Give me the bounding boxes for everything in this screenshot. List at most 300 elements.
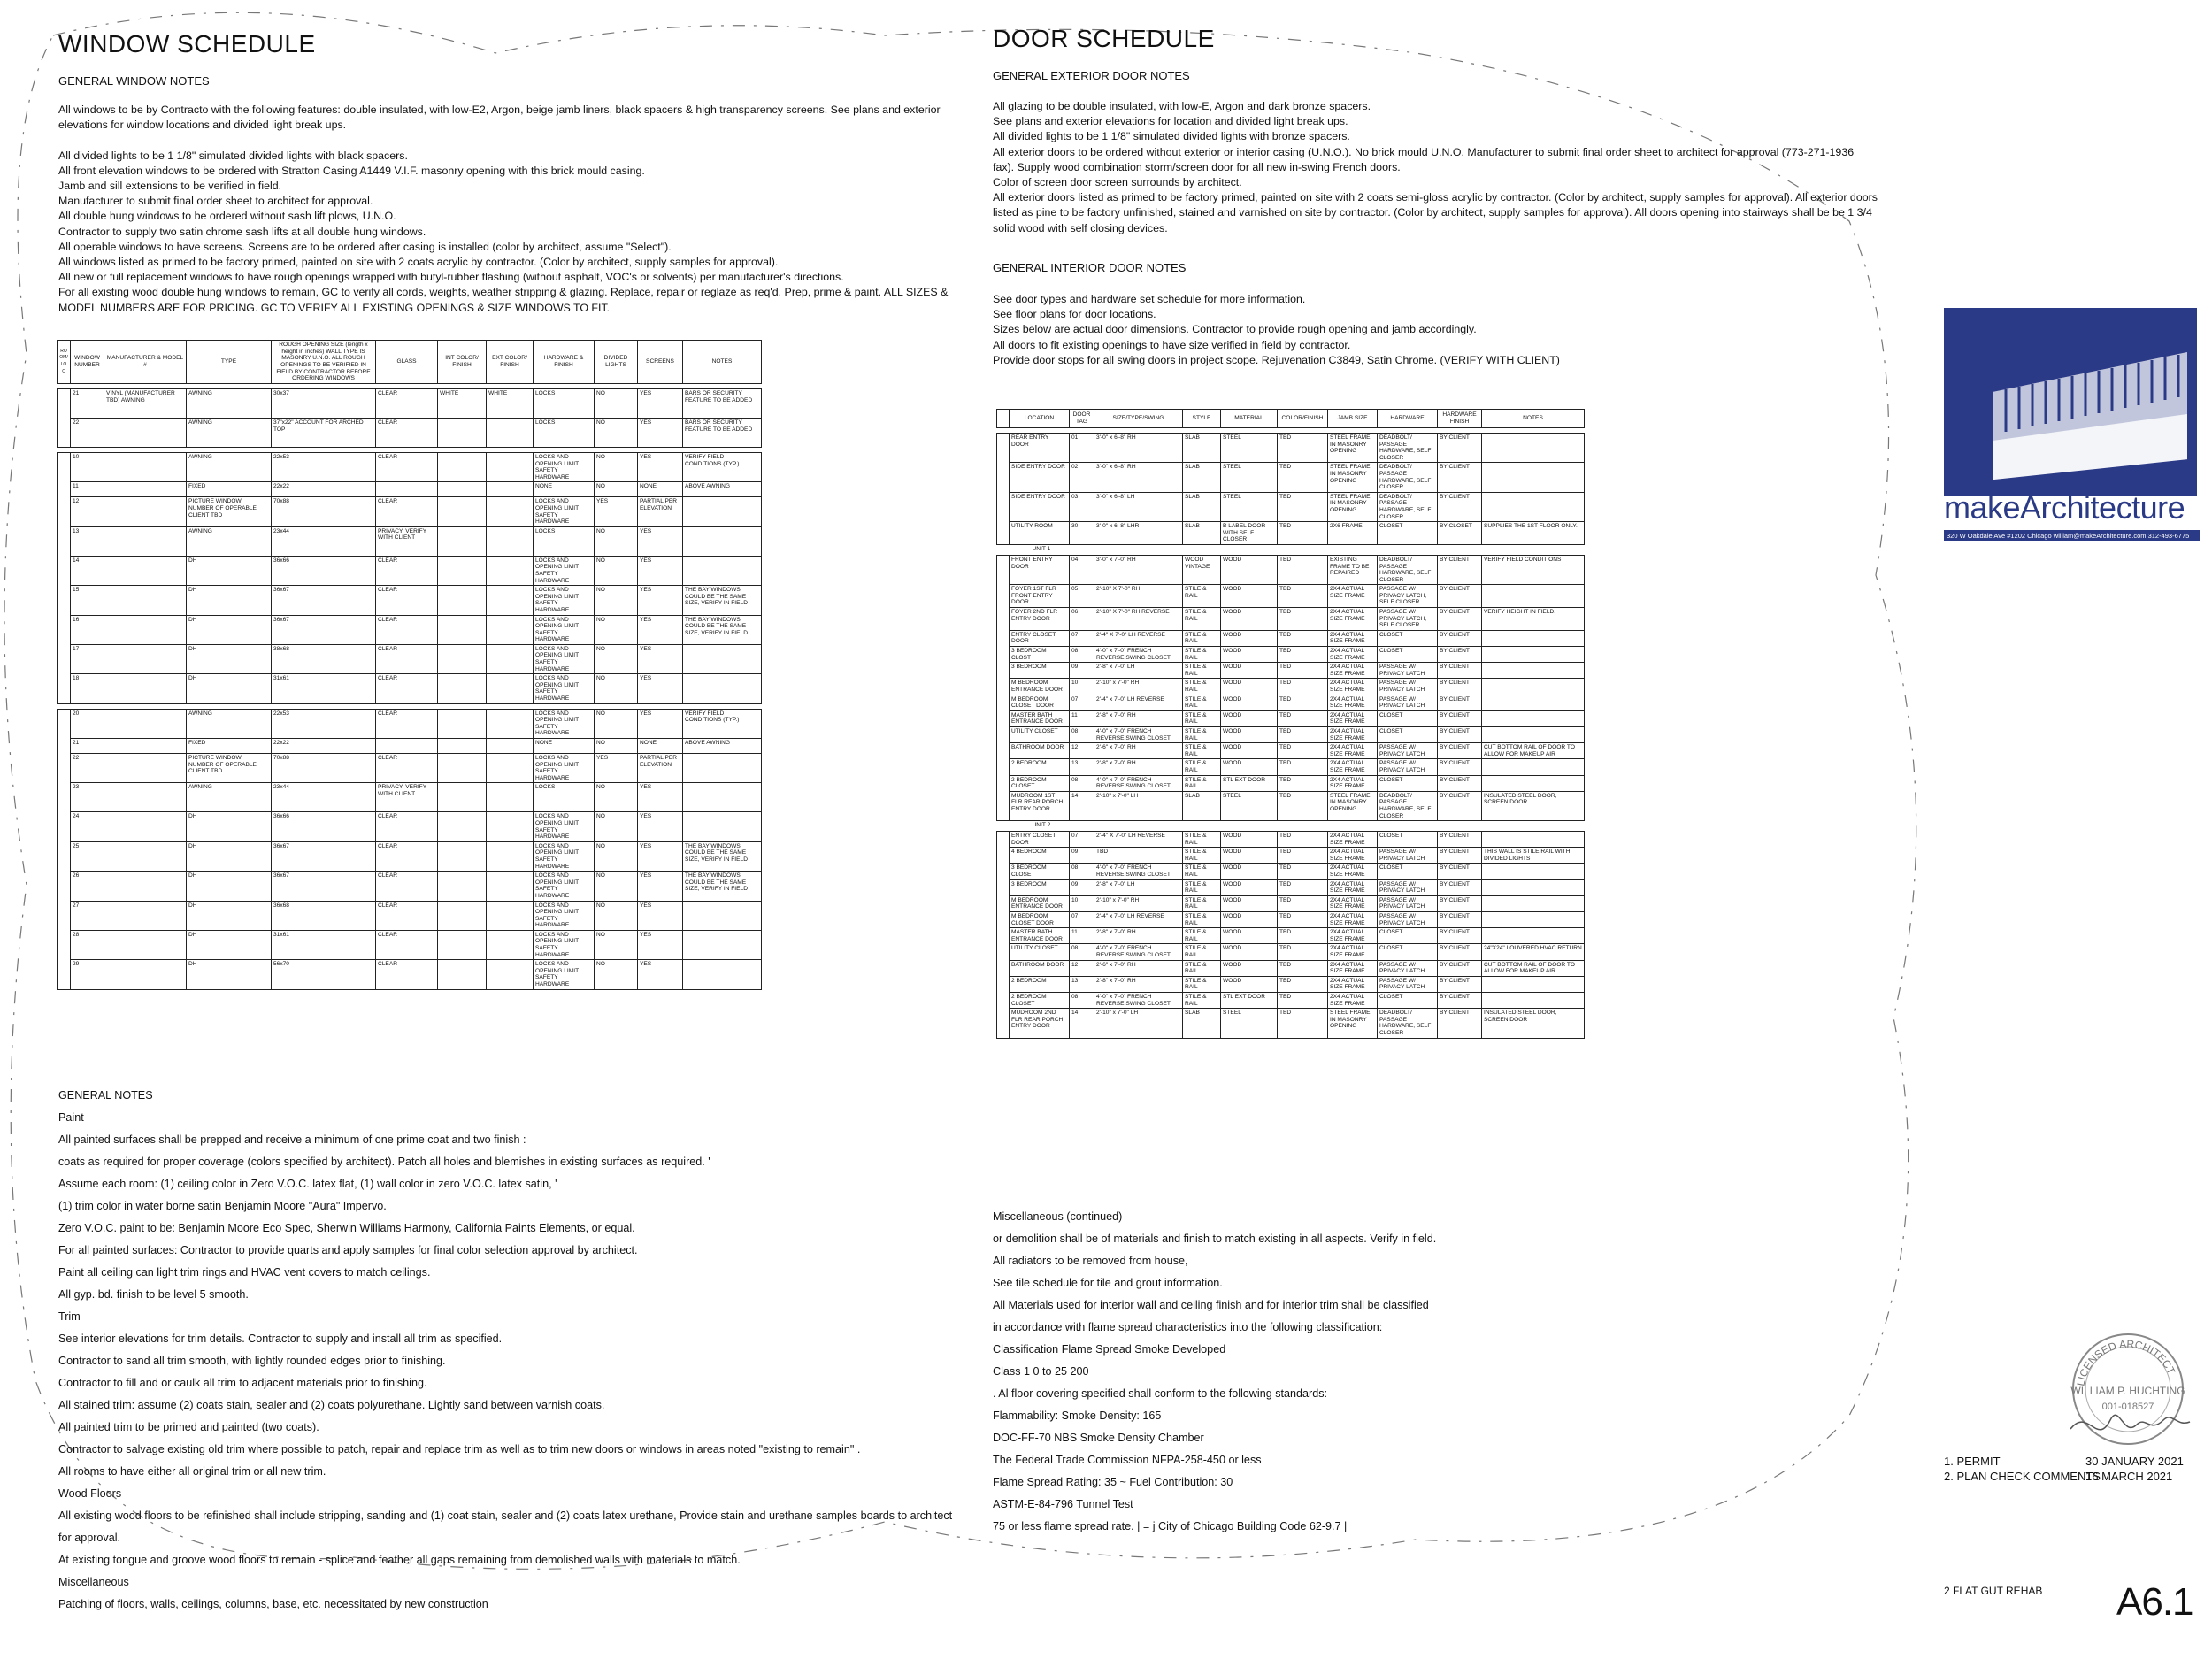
table-row <box>997 555 1585 584</box>
table-cell <box>1482 710 1585 726</box>
table-cell: 21 <box>71 739 104 754</box>
table-cell <box>104 783 187 812</box>
table-row <box>58 901 762 930</box>
table-cell: 22x22 <box>272 482 376 497</box>
table-cell: BY CLIENT <box>1438 928 1482 944</box>
general-note-line: All gyp. bd. finish to be level 5 smooth. <box>58 1288 249 1301</box>
table-cell: CLEAR <box>376 674 438 703</box>
window-header-cell: HARDWARE & FINISH <box>534 341 595 384</box>
table-cell: 22x53 <box>272 453 376 482</box>
general-note-line: Contractor to salvage existing old trim where possible to patch, repair and replace trim as well as to trim new doors or windows in areas noted "existing to remain" . <box>58 1443 861 1455</box>
window-note-line: Manufacturer to submit final order sheet to architect for approval. <box>58 195 373 208</box>
table-cell: 14 <box>71 556 104 585</box>
table-row <box>997 832 1585 848</box>
table-row <box>58 674 762 703</box>
table-cell: TBD <box>1278 463 1328 492</box>
table-cell <box>487 872 534 901</box>
table-row <box>58 930 762 959</box>
misc-note-line: Miscellaneous (continued) <box>993 1210 1123 1223</box>
door-ext-note-line: listed as pine to be factory unfinished, stained and varnished on site by contractor. (Color by architect, supply samples for approval). All doors opening into stairways shall be be 1 3/4 <box>993 206 1872 219</box>
door-header-row <box>997 410 1585 428</box>
table-row <box>997 663 1585 679</box>
table-cell: DEADBOLT/ PASSAGE HARDWARE, SELF CLOSER <box>1378 463 1438 492</box>
table-cell: BY CLIENT <box>1438 992 1482 1008</box>
table-row <box>997 1009 1585 1038</box>
table-cell <box>438 526 487 556</box>
misc-note-line: DOC-FF-70 NBS Smoke Density Chamber <box>993 1432 1204 1444</box>
table-cell: STILE & RAIL <box>1183 976 1221 992</box>
door-ext-note-line: All exterior doors to be ordered without exterior or interior casing (U.N.O.). No brick mould U.N.O. Manufacturer to submit final order sheet to architect for approval (773-271-1936 <box>993 145 1855 158</box>
table-cell: 3'-0" x 6'-8" RH <box>1094 434 1183 463</box>
table-cell: PICTURE WINDOW. NUMBER OF OPERABLE CLIENT TBD <box>187 754 272 783</box>
table-cell: 24 <box>71 812 104 841</box>
table-cell: 29 <box>71 960 104 989</box>
table-cell: EXISTING FRAME TO BE REPAIRED <box>1328 555 1378 584</box>
table-cell: 2X4 ACTUAL SIZE FRAME <box>1328 710 1378 726</box>
seal-name: WILLIAM P. HUCHTING <box>2070 1385 2185 1397</box>
table-cell: PASSAGE W/ PRIVACY LATCH <box>1378 895 1438 911</box>
table-row <box>997 848 1585 864</box>
general-note-line: Wood Floors <box>58 1487 122 1500</box>
table-cell <box>487 644 534 673</box>
window-header-cell: MANUFACTURER & MODEL # <box>104 341 187 384</box>
table-row <box>58 783 762 812</box>
table-cell: DH <box>187 586 272 615</box>
window-note-line: All front elevation windows to be ordered with Stratton Casing A1449 V.I.F. masonry opening with this brick mould casing. <box>58 164 645 177</box>
door-header-cell: HARDWARE FINISH <box>1438 410 1482 428</box>
section-label <box>997 555 1010 820</box>
table-cell: LOCKS AND OPENING LIMIT SAFETY HARDWARE <box>534 497 595 526</box>
window-header-cell: ROOM/LOC <box>58 341 71 384</box>
architect-seal <box>2062 1323 2194 1455</box>
table-cell: WOOD <box>1221 895 1278 911</box>
table-row <box>58 453 762 482</box>
table-cell: LOCKS AND OPENING LIMIT SAFETY HARDWARE <box>534 644 595 673</box>
table-cell: YES <box>638 930 683 959</box>
table-cell: TBD <box>1278 791 1328 820</box>
table-cell: YES <box>638 709 683 738</box>
table-cell: 2X4 ACTUAL SIZE FRAME <box>1328 912 1378 928</box>
table-cell <box>438 644 487 673</box>
window-header-cell: SCREENS <box>638 341 683 384</box>
table-cell: 03 <box>1070 492 1094 521</box>
table-cell: VERIFY FIELD CONDITIONS (TYP.) <box>683 709 762 738</box>
table-cell: BY CLIENT <box>1438 912 1482 928</box>
table-cell: NO <box>595 901 638 930</box>
table-cell <box>104 841 187 871</box>
table-cell: 3 BEDROOM CLOSET <box>1010 864 1070 879</box>
table-row <box>58 754 762 783</box>
table-cell: DH <box>187 960 272 989</box>
table-cell: 10 <box>1070 895 1094 911</box>
table-cell: 22 <box>71 419 104 448</box>
table-cell: 10 <box>1070 679 1094 695</box>
table-cell: 2 BEDROOM <box>1010 976 1070 992</box>
table-cell: WOOD <box>1221 663 1278 679</box>
table-row <box>58 960 762 989</box>
table-cell <box>487 453 534 482</box>
table-cell: TBD <box>1278 492 1328 521</box>
table-row <box>58 419 762 448</box>
table-row <box>58 644 762 673</box>
table-cell: 22 <box>71 754 104 783</box>
table-cell: 4'-0" x 7'-0" FRENCH REVERSE SWING CLOSET <box>1094 944 1183 960</box>
table-cell: VERIFY FIELD CONDITIONS <box>1482 555 1585 584</box>
table-cell: STEEL FRAME IN MASONRY OPENING <box>1328 1009 1378 1038</box>
table-cell: BY CLIENT <box>1438 791 1482 820</box>
table-cell: 2'-4" x 7'-0" LH REVERSE <box>1094 695 1183 710</box>
table-cell: YES <box>595 754 638 783</box>
table-cell: STILE & RAIL <box>1183 912 1221 928</box>
table-cell <box>683 960 762 989</box>
table-cell: 07 <box>1070 630 1094 646</box>
general-note-line: Assume each room: (1) ceiling color in Zero V.O.C. latex flat, (1) wall color in zero V.O.C. latex satin, ' <box>58 1178 557 1190</box>
table-row <box>997 759 1585 775</box>
table-cell: STILE & RAIL <box>1183 775 1221 791</box>
table-cell: WHITE <box>438 389 487 419</box>
table-cell: NO <box>595 453 638 482</box>
table-cell: TBD <box>1278 710 1328 726</box>
table-cell: NO <box>595 841 638 871</box>
table-cell: 07 <box>1070 695 1094 710</box>
table-row <box>997 928 1585 944</box>
table-cell: NONE <box>534 739 595 754</box>
table-cell: 36x67 <box>272 841 376 871</box>
section-gap <box>997 544 1585 555</box>
table-cell <box>487 841 534 871</box>
table-cell <box>1482 976 1585 992</box>
general-note-line: for approval. <box>58 1532 121 1544</box>
table-cell: 36x67 <box>272 615 376 644</box>
table-cell: INSULATED STEEL DOOR, SCREEN DOOR <box>1482 1009 1585 1038</box>
table-cell: 2'-10" x 7'-0" LH <box>1094 791 1183 820</box>
table-cell: 12 <box>1070 743 1094 759</box>
table-cell: 3'-0" x 7'-0" RH <box>1094 555 1183 584</box>
table-cell <box>104 812 187 841</box>
door-header-cell: LOCATION <box>1010 410 1070 428</box>
table-cell: BY CLIENT <box>1438 555 1482 584</box>
table-cell: CLOSET <box>1378 647 1438 663</box>
table-cell <box>1482 492 1585 521</box>
misc-note-line: or demolition shall be of materials and finish to match existing in all aspects. Verify in field. <box>993 1233 1437 1245</box>
table-cell: 2'-4" X 7'-0" LH REVERSE <box>1094 832 1183 848</box>
table-cell: 2X6 FRAME <box>1328 522 1378 545</box>
table-cell <box>104 526 187 556</box>
table-cell: NO <box>595 960 638 989</box>
table-cell: 07 <box>1070 832 1094 848</box>
table-cell: MUDROOM 2ND FLR REAR PORCH ENTRY DOOR <box>1010 1009 1070 1038</box>
table-cell: 2X4 ACTUAL SIZE FRAME <box>1328 608 1378 631</box>
table-cell: BY CLIENT <box>1438 608 1482 631</box>
table-cell: 3 BEDROOM CLOST <box>1010 647 1070 663</box>
door-ext-note-line: See plans and exterior elevations for location and divided light break ups. <box>993 115 1348 128</box>
table-cell: 2'-4" x 7'-0" LH REVERSE <box>1094 912 1183 928</box>
window-note-line: All double hung windows to be ordered without sash lift plows, U.N.O. <box>58 210 396 223</box>
table-cell <box>487 497 534 526</box>
table-cell: NO <box>595 872 638 901</box>
table-cell <box>438 872 487 901</box>
table-row <box>58 556 762 585</box>
table-cell <box>104 674 187 703</box>
unit-label: UNIT 1 <box>997 544 1585 555</box>
table-cell: STEEL FRAME IN MASONRY OPENING <box>1328 463 1378 492</box>
table-cell: 2X4 ACTUAL SIZE FRAME <box>1328 759 1378 775</box>
table-cell <box>683 754 762 783</box>
table-cell <box>104 930 187 959</box>
door-header-cell: JAMB SIZE <box>1328 410 1378 428</box>
table-cell: STILE & RAIL <box>1183 944 1221 960</box>
general-note-line: (1) trim color in water borne satin Benjamin Moore "Aura" Impervo. <box>58 1200 387 1212</box>
table-cell: BY CLIENT <box>1438 663 1482 679</box>
table-cell: 2 BEDROOM CLOSET <box>1010 775 1070 791</box>
table-cell <box>1482 726 1585 742</box>
table-cell: 2X4 ACTUAL SIZE FRAME <box>1328 585 1378 608</box>
misc-note-line: . Al floor covering specified shall conform to the following standards: <box>993 1387 1328 1400</box>
table-cell: SIDE ENTRY DOOR <box>1010 492 1070 521</box>
brand-address: 320 W Oakdale Ave #1202 Chicago william@makeArchitecture.com 312-493-6775 <box>1944 530 2200 541</box>
table-cell: 11 <box>71 482 104 497</box>
table-cell: 36x67 <box>272 872 376 901</box>
table-cell: MUDROOM 1ST FLR REAR PORCH ENTRY DOOR <box>1010 791 1070 820</box>
window-header-cell: INT COLOR/ FINISH <box>438 341 487 384</box>
table-cell: 12 <box>71 497 104 526</box>
table-cell <box>438 754 487 783</box>
general-note-line: GENERAL NOTES <box>58 1089 153 1102</box>
table-cell <box>438 930 487 959</box>
door-header-cell: DOOR TAG <box>1070 410 1094 428</box>
table-cell: SLAB <box>1183 1009 1221 1038</box>
table-cell: 2X4 ACTUAL SIZE FRAME <box>1328 864 1378 879</box>
table-cell: 22x22 <box>272 739 376 754</box>
table-cell: AWNING <box>187 389 272 419</box>
table-cell: 06 <box>1070 608 1094 631</box>
table-cell <box>1482 992 1585 1008</box>
table-cell: TBD <box>1278 960 1328 976</box>
table-cell: 2 BEDROOM <box>1010 759 1070 775</box>
table-cell: BY CLIENT <box>1438 743 1482 759</box>
table-cell: WHITE <box>487 389 534 419</box>
window-header-cell: GLASS <box>376 341 438 384</box>
table-cell: STILE & RAIL <box>1183 679 1221 695</box>
table-row <box>58 739 762 754</box>
table-cell: PASSAGE W/ PRIVACY LATCH <box>1378 960 1438 976</box>
table-cell: TBD <box>1278 992 1328 1008</box>
table-cell <box>104 709 187 738</box>
table-cell: 05 <box>1070 585 1094 608</box>
table-cell: VERIFY HEIGHT IN FIELD. <box>1482 608 1585 631</box>
table-cell: LOCKS AND OPENING LIMIT SAFETY HARDWARE <box>534 709 595 738</box>
table-cell: CLEAR <box>376 872 438 901</box>
table-cell <box>683 556 762 585</box>
misc-note-line: All Materials used for interior wall and ceiling finish and for interior trim shall be classified <box>993 1299 1429 1311</box>
table-cell: BY CLIENT <box>1438 848 1482 864</box>
table-cell <box>438 901 487 930</box>
misc-note-line: All radiators to be removed from house, <box>993 1255 1188 1267</box>
table-cell: CLOSET <box>1378 630 1438 646</box>
table-cell <box>487 901 534 930</box>
table-cell: TBD <box>1278 832 1328 848</box>
table-row <box>58 812 762 841</box>
table-row <box>997 726 1585 742</box>
table-cell: AWNING <box>187 453 272 482</box>
table-cell: WOOD <box>1221 912 1278 928</box>
table-cell: BY CLIENT <box>1438 647 1482 663</box>
table-cell: DH <box>187 556 272 585</box>
table-cell: CLEAR <box>376 644 438 673</box>
table-cell: 2X4 ACTUAL SIZE FRAME <box>1328 663 1378 679</box>
table-cell <box>683 930 762 959</box>
window-note-line: All divided lights to be 1 1/8" simulated divided lights with black spacers. <box>58 149 408 162</box>
table-cell: 2'-8" x 7'-0" LH <box>1094 663 1183 679</box>
table-cell: FIXED <box>187 739 272 754</box>
table-cell: STILE & RAIL <box>1183 759 1221 775</box>
table-cell: VERIFY FIELD CONDITIONS (TYP.) <box>683 453 762 482</box>
table-cell <box>1482 434 1585 463</box>
table-cell: LOCKS AND OPENING LIMIT SAFETY HARDWARE <box>534 556 595 585</box>
table-cell <box>487 930 534 959</box>
table-cell: STILE & RAIL <box>1183 960 1221 976</box>
table-cell: WOOD <box>1221 759 1278 775</box>
table-cell: STILE & RAIL <box>1183 895 1221 911</box>
table-cell: 13 <box>1070 976 1094 992</box>
table-cell: TBD <box>1278 522 1328 545</box>
misc-notes <box>993 1206 1436 1538</box>
table-cell: DH <box>187 930 272 959</box>
general-note-line: Miscellaneous <box>58 1576 129 1588</box>
section-label <box>997 832 1010 1038</box>
table-cell: 37"x22" ACCOUNT FOR ARCHED TOP <box>272 419 376 448</box>
table-cell <box>1482 895 1585 911</box>
window-schedule-title: WINDOW SCHEDULE <box>58 30 316 58</box>
table-cell: TBD <box>1278 879 1328 895</box>
table-row <box>997 912 1585 928</box>
table-cell: TBD <box>1278 695 1328 710</box>
table-cell <box>1482 775 1585 791</box>
table-row <box>58 615 762 644</box>
table-cell: NONE <box>534 482 595 497</box>
table-cell: UTILITY ROOM <box>1010 522 1070 545</box>
table-cell: 17 <box>71 644 104 673</box>
revision-row: 1. PERMIT 30 JANUARY 2021 <box>1944 1455 2184 1468</box>
table-cell: 08 <box>1070 992 1094 1008</box>
table-cell <box>1482 647 1585 663</box>
table-cell <box>104 754 187 783</box>
door-ext-note-line: All divided lights to be 1 1/8" simulated divided lights with bronze spacers. <box>993 130 1350 143</box>
table-cell: 2'-10" X 7'-0" RH REVERSE <box>1094 608 1183 631</box>
table-cell: BY CLIENT <box>1438 710 1482 726</box>
table-cell: 2X4 ACTUAL SIZE FRAME <box>1328 879 1378 895</box>
table-cell: 2X4 ACTUAL SIZE FRAME <box>1328 679 1378 695</box>
table-cell <box>376 739 438 754</box>
table-cell: BY CLIENT <box>1438 960 1482 976</box>
table-cell: STL EXT DOOR <box>1221 992 1278 1008</box>
table-cell <box>487 526 534 556</box>
table-cell <box>104 872 187 901</box>
table-cell: 04 <box>1070 555 1094 584</box>
table-cell: 20 <box>71 709 104 738</box>
section-gap <box>997 821 1585 832</box>
table-cell: STILE & RAIL <box>1183 608 1221 631</box>
revision-list <box>1944 1454 2184 1484</box>
general-note-line: Contractor to fill and or caulk all trim to adjacent materials prior to finishing. <box>58 1377 427 1389</box>
table-cell: DEADBOLT/ PASSAGE HARDWARE, SELF CLOSER <box>1378 434 1438 463</box>
window-note-line: Contractor to supply two satin chrome sash lifts at all double hung windows. <box>58 225 426 238</box>
table-cell: 30 <box>1070 522 1094 545</box>
table-cell: AWNING <box>187 419 272 448</box>
brand-name: makeArchitecture <box>1944 489 2185 526</box>
table-cell: TBD <box>1278 434 1328 463</box>
window-note-line: All windows listed as primed to be factory primed, painted on site with 2 coats acrylic by contractor. (Color by architect, supply samples for approval). <box>58 256 779 269</box>
table-cell: YES <box>638 872 683 901</box>
table-cell: 2'-10" X 7'-0" RH <box>1094 585 1183 608</box>
table-cell: TBD <box>1278 895 1328 911</box>
table-cell: LOCKS <box>534 783 595 812</box>
table-cell <box>1482 928 1585 944</box>
table-cell: BATHROOM DOOR <box>1010 960 1070 976</box>
window-note-line: MODEL NUMBERS ARE FOR PRICING. GC TO VERIFY ALL EXISTING OPENINGS & SIZE WINDOWS TO FIT. <box>58 301 611 314</box>
general-note-line: For all painted surfaces: Contractor to provide quarts and apply samples for final color selection approval by architect. <box>58 1244 638 1256</box>
window-header-cell: ROUGH OPENING SIZE (length x height in inches) WALL TYPE IS MASONRY U.N.O. ALL ROUGH OPENINGS TO BE VERIFIED IN FIELD BY CONTRACTOR BEFORE ORDERING WINDOWS <box>272 341 376 384</box>
table-cell: LOCKS AND OPENING LIMIT SAFETY HARDWARE <box>534 930 595 959</box>
door-ext-note-line: All glazing to be double insulated, with low-E, Argon and dark bronze spacers. <box>993 100 1371 112</box>
table-cell: LOCKS AND OPENING LIMIT SAFETY HARDWARE <box>534 960 595 989</box>
table-cell: 09 <box>1070 879 1094 895</box>
table-cell: SLAB <box>1183 522 1221 545</box>
table-cell <box>487 812 534 841</box>
table-cell: PASSAGE W/ PRIVACY LATCH <box>1378 679 1438 695</box>
table-cell: 2X4 ACTUAL SIZE FRAME <box>1328 832 1378 848</box>
table-cell <box>487 419 534 448</box>
table-cell: MASTER BATH ENTRANCE DOOR <box>1010 710 1070 726</box>
table-row <box>58 709 762 738</box>
table-cell: SUPPLIES THE 1ST FLOOR ONLY. <box>1482 522 1585 545</box>
table-cell: BY CLIENT <box>1438 759 1482 775</box>
table-cell: ENTRY CLOSET DOOR <box>1010 832 1070 848</box>
table-cell: CLEAR <box>376 389 438 419</box>
table-cell: TBD <box>1278 912 1328 928</box>
table-cell <box>1482 879 1585 895</box>
table-cell <box>376 482 438 497</box>
table-cell: YES <box>638 960 683 989</box>
table-cell: NO <box>595 482 638 497</box>
general-note-line: All painted surfaces shall be prepped and receive a minimum of one prime coat and two finish : <box>58 1133 526 1146</box>
table-cell: 09 <box>1070 848 1094 864</box>
table-cell: 30x37 <box>272 389 376 419</box>
misc-note-line: 75 or less flame spread rate. | = j City of Chicago Building Code 62-9.7 | <box>993 1520 1348 1532</box>
table-cell: TBD <box>1278 864 1328 879</box>
table-cell <box>438 556 487 585</box>
table-cell: 2'-8" x 7'-0" RH <box>1094 710 1183 726</box>
table-cell: WOOD VINTAGE <box>1183 555 1221 584</box>
table-cell: DH <box>187 644 272 673</box>
window-note-line: All windows to be by Contracto with the following features: double insulated, with low-E2, Argon, beige jamb liners, black spacers & high transparency screens. See plans and exterior <box>58 104 941 116</box>
table-cell: PASSAGE W/ PRIVACY LATCH <box>1378 695 1438 710</box>
table-cell: YES <box>638 841 683 871</box>
table-cell: NONE <box>638 482 683 497</box>
window-notes-heading: GENERAL WINDOW NOTES <box>58 74 210 88</box>
general-note-line: Patching of floors, walls, ceilings, columns, base, etc. necessitated by new construction <box>58 1598 488 1610</box>
window-header-cell: TYPE <box>187 341 272 384</box>
table-cell: LOCKS AND OPENING LIMIT SAFETY HARDWARE <box>534 586 595 615</box>
table-cell <box>1482 832 1585 848</box>
table-cell: FOYER 2ND FLR ENTRY DOOR <box>1010 608 1070 631</box>
table-cell: 4'-0" x 7'-0" FRENCH REVERSE SWING CLOSET <box>1094 726 1183 742</box>
table-cell <box>104 482 187 497</box>
table-cell: NONE <box>638 739 683 754</box>
table-cell: 11 <box>1070 710 1094 726</box>
table-cell: BY CLOSET <box>1438 522 1482 545</box>
table-cell: BY CLIENT <box>1438 895 1482 911</box>
